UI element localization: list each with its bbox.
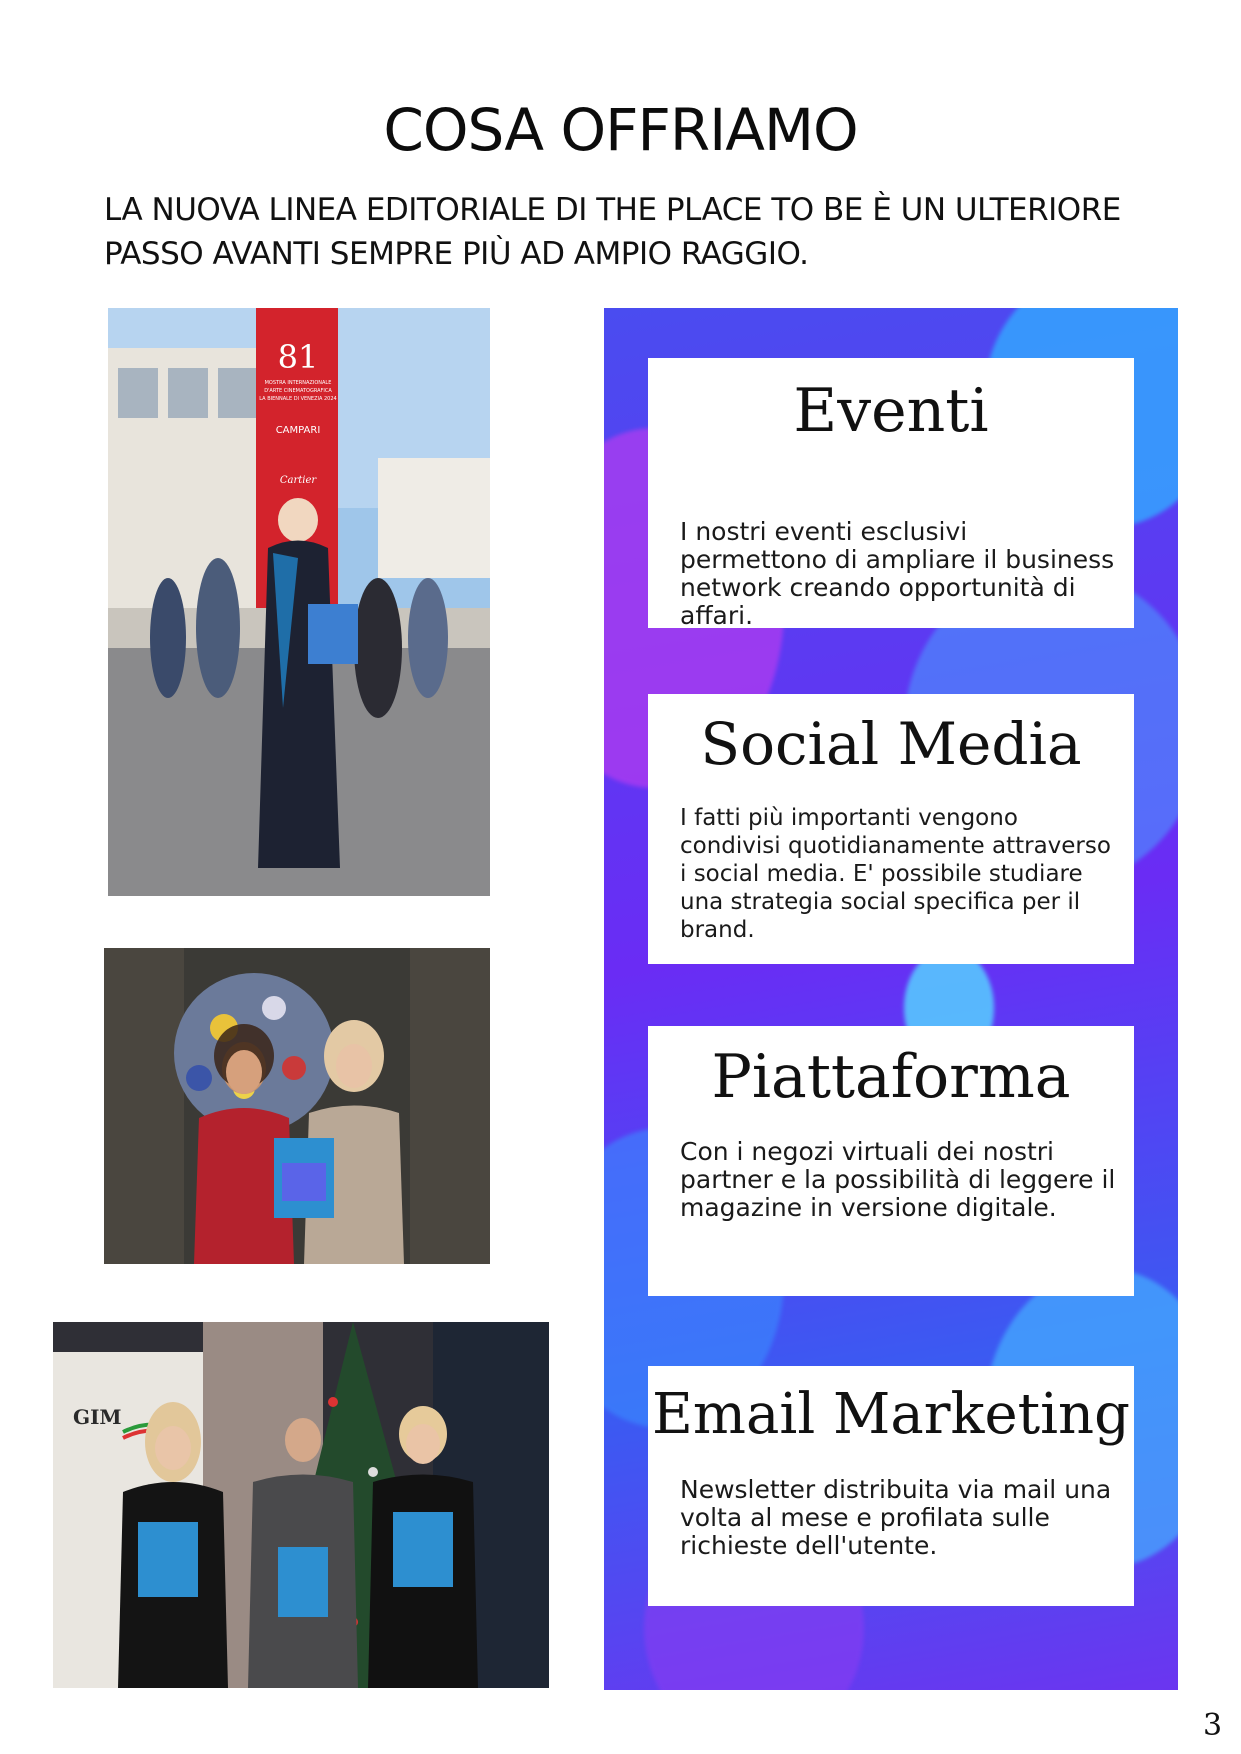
gim-christmas-tree-photo xyxy=(53,1322,549,1688)
offer-card-social-media xyxy=(648,694,1134,964)
offer-text-eventi: I nostri eventi esclusivi permettono di ampliare il business network creando opportunità di affari. xyxy=(680,517,1115,630)
offer-text-piattaforma: Con i negozi virtuali dei nostri partner e la possibilità di leggere il magazine in versione digitale. xyxy=(680,1137,1116,1222)
page-subtitle: LA NUOVA LINEA EDITORIALE DI THE PLACE TO BE È UN ULTERIORE PASSO AVANTI SEMPRE PIÙ AD AMPIO RAGGIO. xyxy=(104,192,1121,272)
offer-panel xyxy=(604,308,1178,1690)
offer-title-eventi: Eventi xyxy=(793,376,989,446)
gim-logo: GIM xyxy=(73,1405,122,1429)
offer-card-eventi xyxy=(648,358,1134,628)
page-title: COSA OFFRIAMO xyxy=(383,96,858,164)
offer-text-social-media: I fatti più importanti vengono condivisi quotidianamente attraverso i social media. E' possibile studiare una strategia social specifica per il brand. xyxy=(680,805,1111,943)
festival-number: 81 xyxy=(277,338,319,376)
offer-card-piattaforma xyxy=(648,1026,1134,1296)
venice-film-festival-photo xyxy=(108,308,490,896)
page-number: 3 xyxy=(1203,1708,1223,1743)
festival-sign-line2: D'ARTE CINEMATOGRAFICA xyxy=(264,388,332,394)
offer-title-piattaforma: Piattaforma xyxy=(711,1042,1071,1112)
festival-sign-line3: LA BIENNALE DI VENEZIA 2024 xyxy=(259,396,337,402)
offer-text-email-marketing: Newsletter distribuita via mail una volta al mese e profilata sulle richieste dell'utente. xyxy=(680,1475,1112,1560)
offer-card-email-marketing xyxy=(648,1366,1134,1606)
two-women-magazine-photo xyxy=(104,948,490,1264)
offer-title-email-marketing: Email Marketing xyxy=(652,1382,1130,1447)
offer-title-social-media: Social Media xyxy=(700,710,1082,778)
campari-sign: CAMPARI xyxy=(275,425,321,436)
cartier-sign: Cartier xyxy=(279,475,317,486)
festival-sign-line1: MOSTRA INTERNAZIONALE xyxy=(264,380,332,386)
